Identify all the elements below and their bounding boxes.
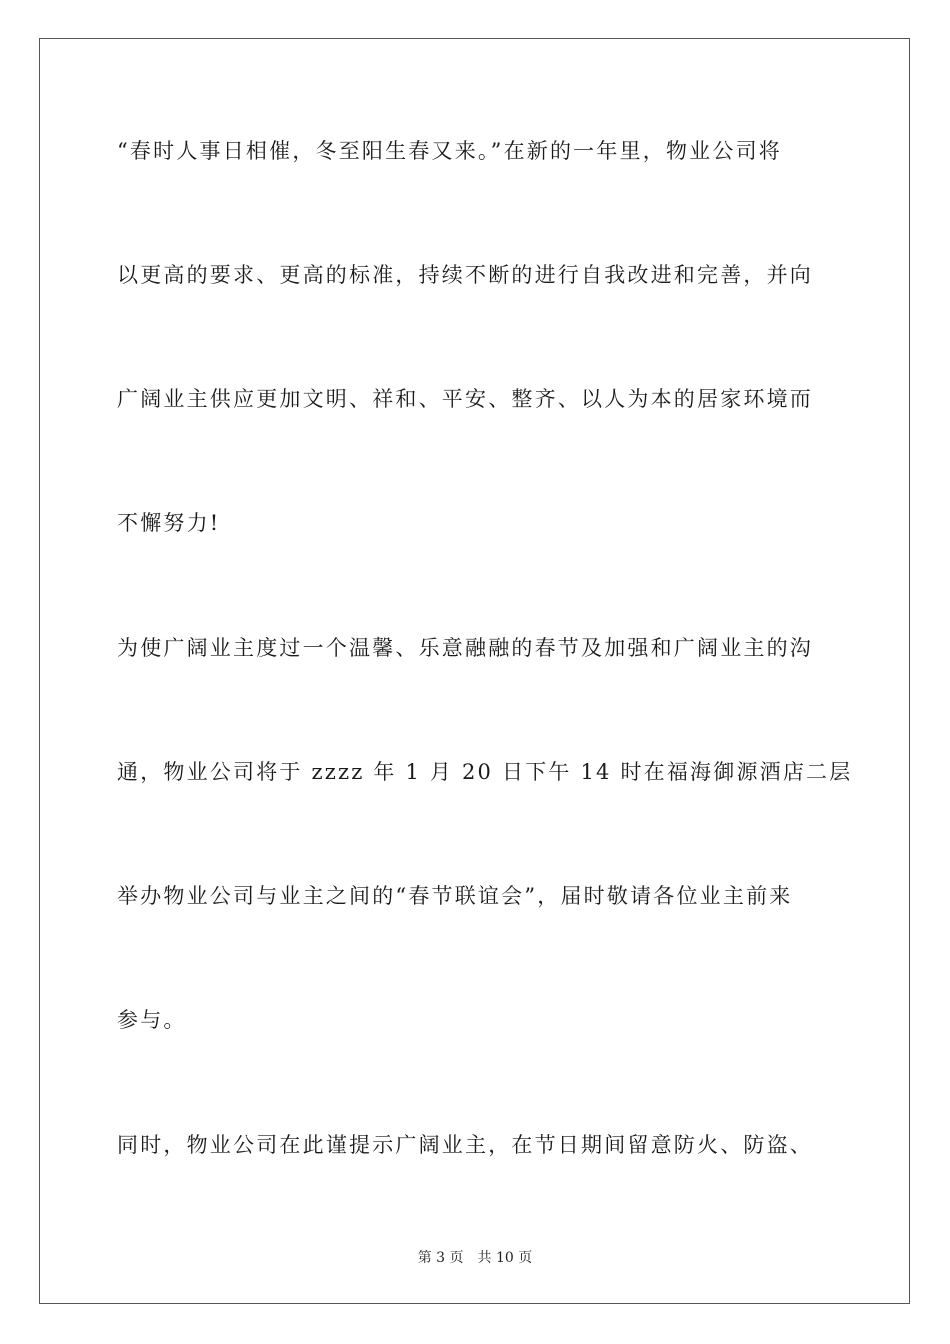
page-number: 第 3 页 [417, 1250, 464, 1266]
paragraph-line: 同时，物业公司在此谨提示广阔业主，在节日期间留意防火、防盗、 [117, 1133, 813, 1157]
page-footer [0, 1247, 950, 1267]
paragraph-line: 通，物业公司将于 zzzz 年 1 月 20 日下午 14 时在福海御源酒店二层 [117, 760, 853, 784]
paragraph-line: 以更高的要求、更高的标准，持续不断的进行自我改进和完善，并向 [117, 263, 813, 287]
paragraph-line: 不懈努力! [117, 511, 221, 535]
paragraph-line: 举办物业公司与业主之间的“春节联谊会”，届时敬请各位业主前来 [117, 884, 793, 908]
paragraph-line: 参与。 [117, 1008, 187, 1032]
page-total: 共 10 页 [477, 1250, 533, 1266]
paragraph-line: 为使广阔业主度过一个温馨、乐意融融的春节及加强和广阔业主的沟 [117, 636, 813, 660]
paragraph-line: 广阔业主供应更加文明、祥和、平安、整齐、以人为本的居家环境而 [117, 387, 813, 411]
page-frame [39, 38, 910, 1304]
paragraph-line: “春时人事日相催，冬至阳生春又来。”在新的一年里，物业公司将 [117, 139, 782, 163]
